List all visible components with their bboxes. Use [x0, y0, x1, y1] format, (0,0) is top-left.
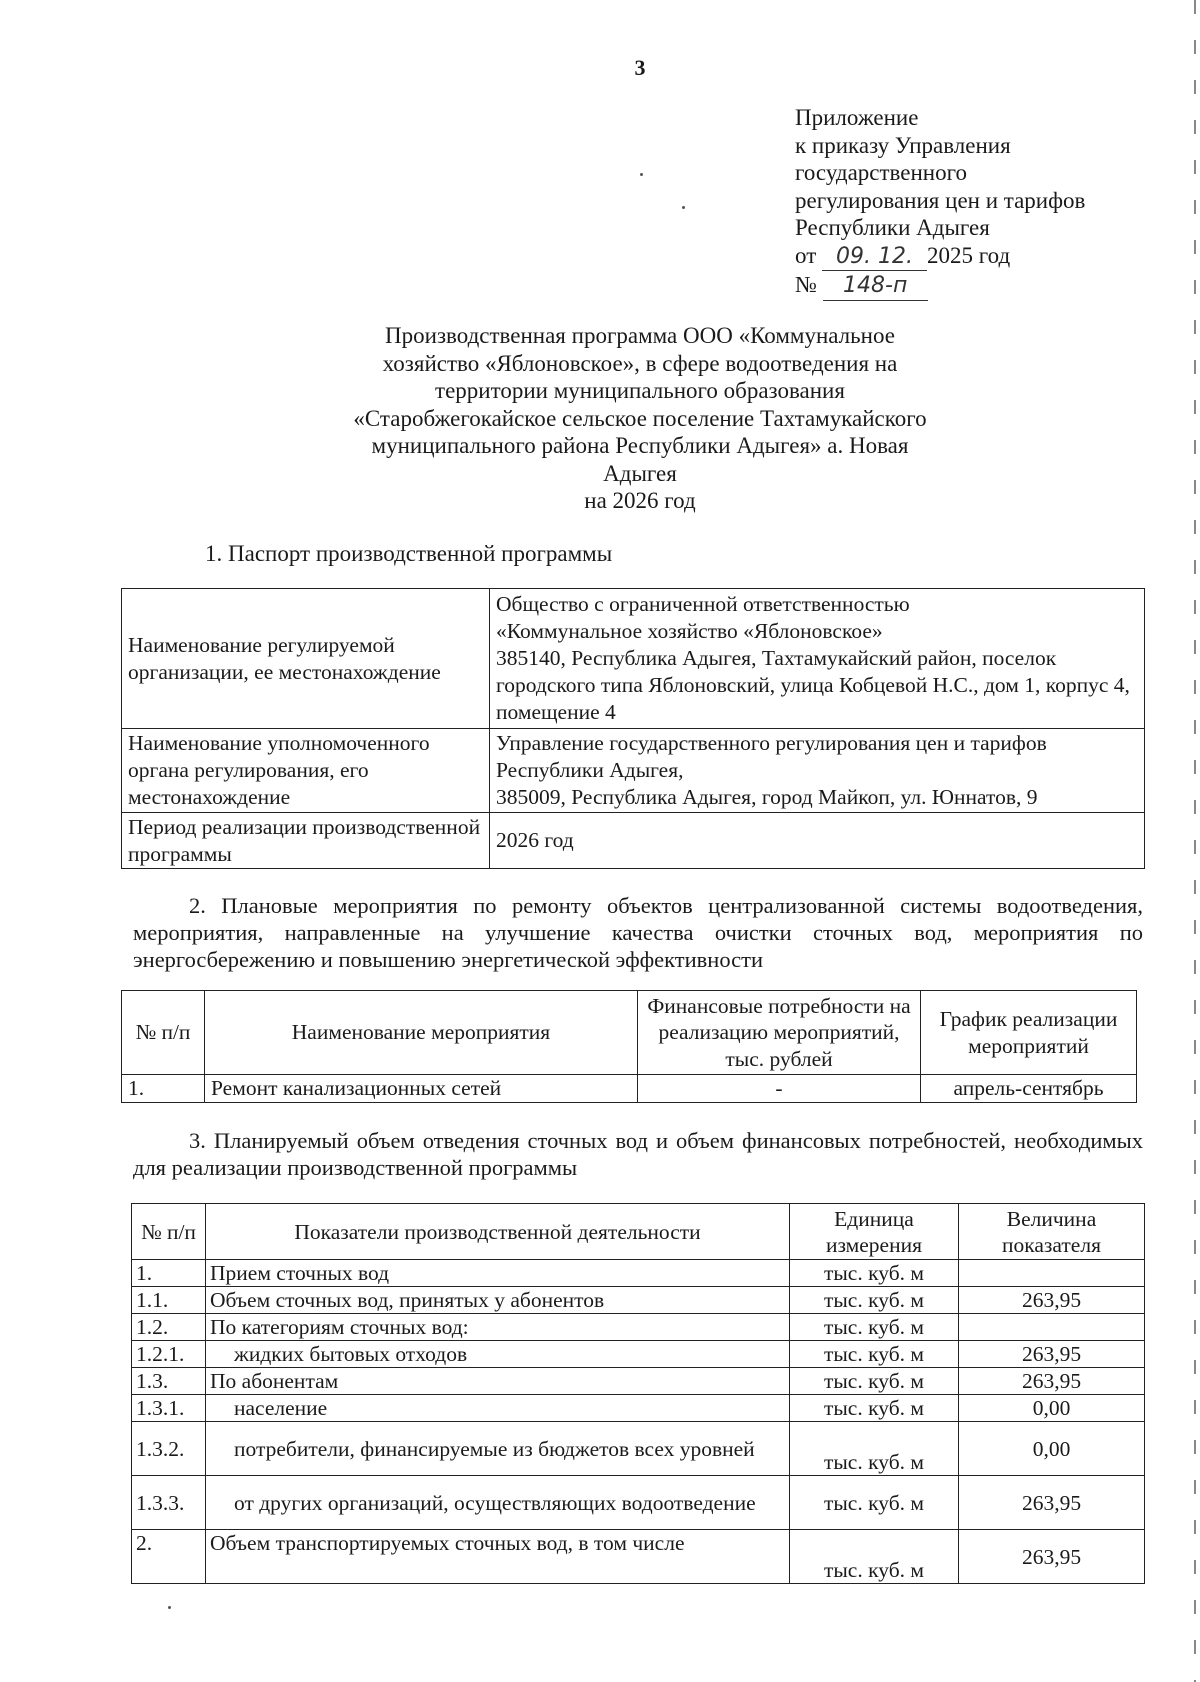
cell-indicator: По категориям сточных вод:: [206, 1314, 790, 1341]
passport-value: [490, 813, 1145, 869]
title-line: Адыгея: [603, 460, 677, 486]
header-indicator: Показатели производственной деятельности: [206, 1204, 790, 1260]
cell-indicator: от других организаций, осуществляющих водоотведение: [206, 1476, 790, 1530]
table-row: [132, 1476, 1145, 1530]
cell-value: 263,95: [959, 1287, 1145, 1314]
cell-indicator: жидких бытовых отходов: [206, 1341, 790, 1368]
cell-value: 263,95: [959, 1476, 1145, 1530]
cell-value: [959, 1314, 1145, 1341]
value-line: 385009, Республика Адыгея, город Майкоп, ул. Юннатов, 9: [496, 785, 1038, 809]
cell-unit: тыс. куб. м: [790, 1341, 959, 1368]
cell-unit: тыс. куб. м: [790, 1476, 959, 1530]
date-suffix: 2025 год: [927, 242, 1011, 268]
table-row: [122, 729, 1145, 813]
cell-unit: тыс. куб. м: [790, 1287, 959, 1314]
title-line: муниципального района Республики Адыгея» а. Новая: [371, 433, 909, 458]
cell-indicator: потребители, финансируемые из бюджетов всех уровней: [206, 1422, 790, 1476]
table-header-row: [122, 991, 1137, 1075]
handwritten-number: 148-п: [823, 272, 928, 301]
date-prefix: от: [795, 242, 817, 268]
header-unit: Единица измерения: [790, 1204, 959, 1260]
cell-value: [959, 1260, 1145, 1287]
table-row: [132, 1287, 1145, 1314]
cell-unit: тыс. куб. м: [790, 1422, 959, 1476]
table-row: [132, 1530, 1145, 1584]
table-header-row: [132, 1204, 1145, 1260]
passport-table: [121, 588, 1145, 869]
cell-num: 1.: [132, 1260, 206, 1287]
passport-label: Наименование уполномоченного органа регулирования, его местонахождение: [122, 729, 490, 813]
cell-num: 1.2.1.: [132, 1341, 206, 1368]
scan-speck: [640, 173, 643, 176]
cell-value: 263,95: [959, 1341, 1145, 1368]
value-line: Общество с ограниченной ответственностью: [496, 592, 910, 616]
value-line: Управление государственного регулирования цен и тарифов Республики Адыгея,: [496, 731, 1047, 782]
cell-num: 1.: [122, 1075, 205, 1103]
cell-num: 1.3.3.: [132, 1476, 206, 1530]
title-line: на 2026 год: [584, 488, 696, 513]
header-value: Величина показателя: [959, 1204, 1145, 1260]
table-row: [122, 1075, 1137, 1103]
appendix-line: регулирования цен и тарифов: [795, 187, 1086, 213]
table-row: [132, 1260, 1145, 1287]
value-line: 2026 год: [496, 828, 574, 852]
cell-name: Ремонт канализационных сетей: [205, 1075, 638, 1103]
appendix-block: [795, 104, 1085, 301]
scan-edge-line: [1194, 0, 1196, 1682]
section3-heading: 3. Планируемый объем отведения сточных вод и объем финансовых потребностей, необходимых для реализации производственной программы: [133, 1128, 1143, 1180]
cell-indicator: По абонентам: [206, 1368, 790, 1395]
appendix-line: государственного: [795, 160, 967, 185]
cell-value: 0,00: [959, 1395, 1145, 1422]
table-row: [132, 1341, 1145, 1368]
number-prefix: №: [795, 272, 817, 297]
cell-value: 263,95: [959, 1530, 1145, 1584]
passport-value: [490, 589, 1145, 729]
header-name: Наименование мероприятия: [205, 991, 638, 1075]
appendix-line: Приложение: [795, 105, 919, 130]
cell-indicator: Прием сточных вод: [206, 1260, 790, 1287]
cell-num: 1.3.2.: [132, 1422, 206, 1476]
cell-unit: тыс. куб. м: [790, 1395, 959, 1422]
title-line: Производственная программа ООО «Коммунальное: [385, 323, 895, 348]
header-num: № п/п: [132, 1204, 206, 1260]
cell-unit: тыс. куб. м: [790, 1314, 959, 1341]
document-title: [300, 322, 980, 515]
cell-unit: тыс. куб. м: [790, 1260, 959, 1287]
table-row: [132, 1368, 1145, 1395]
cell-finance: -: [638, 1075, 921, 1103]
table-row: [122, 589, 1145, 729]
cell-num: 1.3.: [132, 1368, 206, 1395]
header-finance: Финансовые потребности на реализацию мероприятий, тыс. рублей: [638, 991, 921, 1075]
page-number: 3: [634, 55, 646, 80]
header-schedule: График реализации мероприятий: [921, 991, 1137, 1075]
title-line: территории муниципального образования: [435, 378, 845, 403]
table-row: [132, 1422, 1145, 1476]
value-line: «Коммунальное хозяйство «Яблоновское»: [496, 619, 883, 643]
cell-value: 0,00: [959, 1422, 1145, 1476]
title-line: «Старобжегокайское сельское поселение Тахтамукайского: [353, 405, 927, 431]
section2-heading: 2. Плановые мероприятия по ремонту объектов централизованной системы водоотведения, мероприятия, направленные на улучшение качества очистки сточных вод, мероприятия по энергосбережению и повышению энергетической эффективности: [133, 893, 1143, 972]
cell-value: 263,95: [959, 1368, 1145, 1395]
table-row: [122, 813, 1145, 869]
scan-speck: [682, 206, 685, 209]
cell-indicator: Объем транспортируемых сточных вод, в том числе: [206, 1530, 790, 1584]
cell-num: 1.1.: [132, 1287, 206, 1314]
appendix-line: к приказу Управления: [795, 132, 1011, 158]
appendix-date: [795, 242, 1085, 272]
cell-schedule: апрель-сентябрь: [921, 1075, 1137, 1103]
cell-indicator: население: [206, 1395, 790, 1422]
handwritten-date: 09. 12.: [822, 243, 927, 272]
appendix-line: Республики Адыгея: [795, 215, 990, 240]
section1-heading: 1. Паспорт производственной программы: [205, 541, 613, 566]
table-row: [132, 1395, 1145, 1422]
passport-value: [490, 729, 1145, 813]
passport-label: Наименование регулируемой организации, ее местонахождение: [122, 589, 490, 729]
header-num: № п/п: [122, 991, 205, 1075]
measures-table: [121, 990, 1137, 1103]
title-line: хозяйство «Яблоновское», в сфере водоотведения на: [382, 350, 898, 376]
cell-indicator: Объем сточных вод, принятых у абонентов: [206, 1287, 790, 1314]
indicators-table: [131, 1203, 1145, 1584]
cell-num: 2.: [132, 1530, 206, 1584]
cell-num: 1.2.: [132, 1314, 206, 1341]
table-row: [132, 1314, 1145, 1341]
scan-speck: [168, 1606, 171, 1609]
cell-num: 1.3.1.: [132, 1395, 206, 1422]
passport-label: Период реализации производственной программы: [122, 813, 490, 869]
value-line: 385140, Республика Адыгея, Тахтамукайский район, поселок городского типа Яблоновский, улица Кобцевой Н.С., дом 1, корпус 4, помещение 4: [496, 646, 1130, 724]
cell-unit: тыс. куб. м: [790, 1530, 959, 1584]
cell-unit: тыс. куб. м: [790, 1368, 959, 1395]
appendix-number: [795, 271, 1085, 301]
